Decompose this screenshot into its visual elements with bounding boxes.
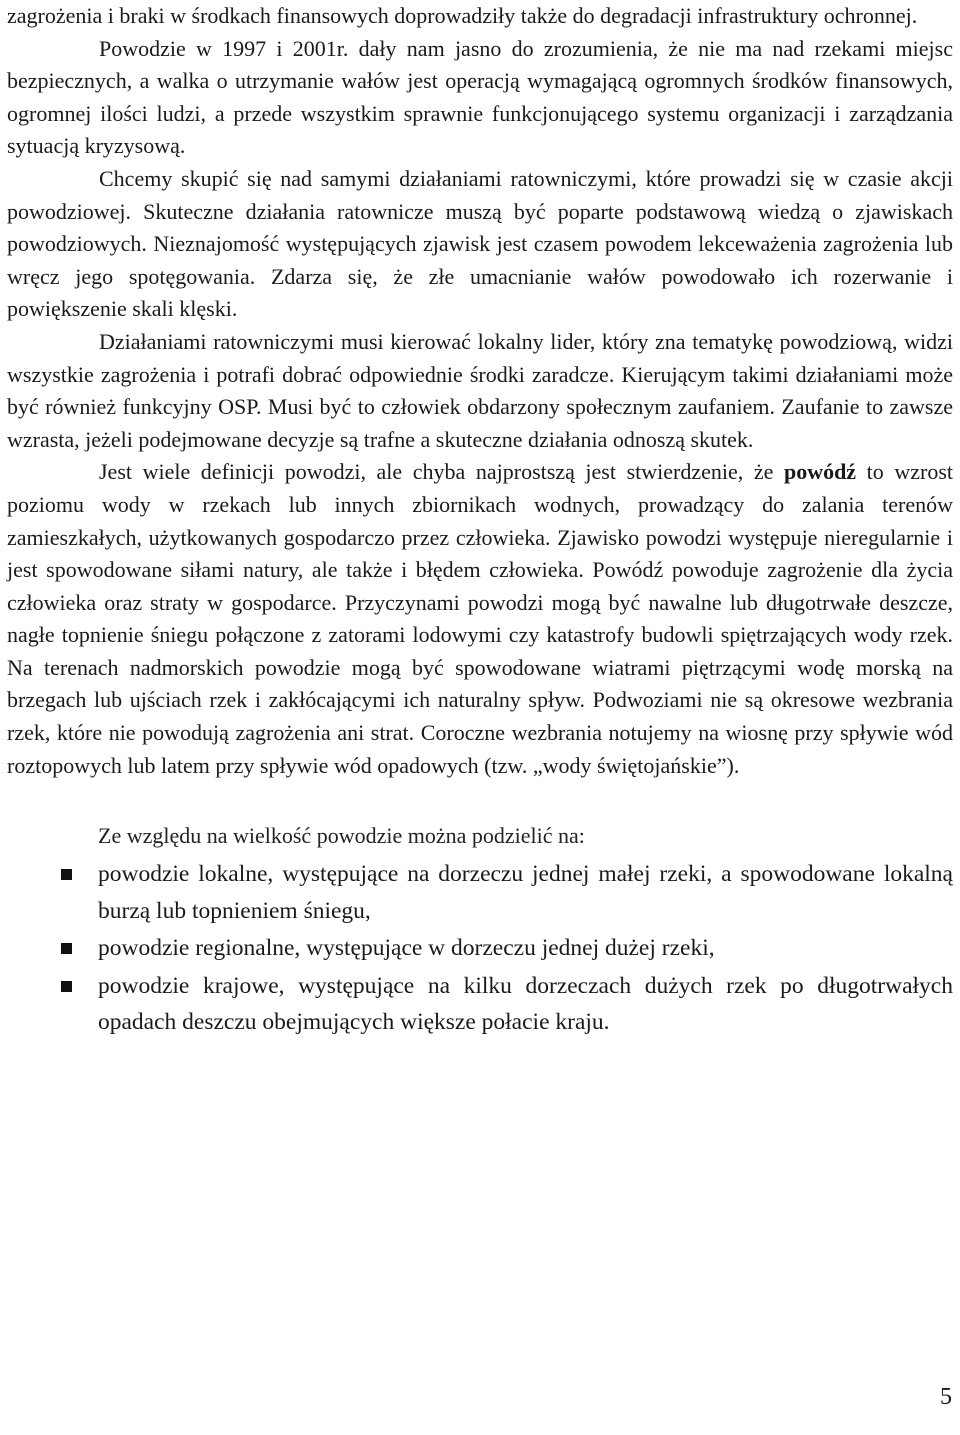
square-bullet-icon <box>61 981 72 992</box>
paragraph-continuation: zagrożenia i braki w środkach finansowych doprowadziły także do degradacji infrastruktury ochronnej. <box>7 3 918 28</box>
paragraph-local-leader: Działaniami ratowniczymi musi kierować lokalny lider, który zna tematykę powodziową, widzi wszystkie zagrożenia i potrafi dobrać odpowiednie środki zaradcze. Kierującym takimi działaniami może być również funkcyjny OSP. Musi być to człowiek obdarzony społecznym zaufaniem. Zaufanie to zawsze wzrasta, jeżeli podejmowane decyzje są trafne a skuteczne działania odnoszą skutek. <box>7 328 953 452</box>
flood-types-list <box>7 856 953 1041</box>
square-bullet-icon <box>61 943 72 954</box>
document-page <box>7 0 953 1042</box>
definition-body: to wzrost poziomu wody w rzekach lub innych zbiornikach wodnych, prowadzący do zalania terenów zamieszkałych, użytkowanych gospodarczo przez człowieka. Zjawisko powodzi występuje nieregularnie i jest spowodowane siłami natury, ale także i błędem człowieka. Powódź powoduje zagrożenie dla życia człowieka oraz straty w gospodarce. Przyczynami powodzi mogą być nawalne lub długotrwałe deszcze, nagłe topnienie śniegu połączone z zatorami lodowymi czy katastrofy budowli spiętrzających wody rzek. Na terenach nadmorskich powodzie mogą być spowodowane wiatrami piętrzącymi wodę morską na brzegach lub ujściach rzek i zakłócającymi ich naturalny spływ. Podwoziami nie są okresowe wezbrania rzek, które nie powodują zagrożenia ani strat. Coroczne wezbrania notujemy na wiosnę przy spływie wód roztopowych lub latem przy spływie wód opadowych (tzw. „wody świętojańskie”). <box>7 459 954 778</box>
page-number: 5 <box>940 1384 952 1410</box>
paragraph-rescue-actions: Chcemy skupić się nad samymi działaniami ratowniczymi, które prowadzi się w czasie akcji powodziowej. Skuteczne działania ratownicze muszą być poparte podstawową wiedzą o zjawiskach powodziowych. Nieznajomość występujących zjawisk jest czasem powodem lekceważenia zagrożenia lub wręcz jego spotęgowania. Zdarza się, że złe umacnianie wałów powodowało ich rozerwanie i powiększenie skali klęski. <box>7 165 953 322</box>
section-gap <box>7 782 953 820</box>
list-item-text: powodzie krajowe, występujące na kilku dorzeczach dużych rzek po długotrwałych opadach deszczu obejmujących większe połacie kraju. <box>98 972 953 1036</box>
list-item <box>7 856 953 929</box>
definition-lead: Jest wiele definicji powodzi, ale chyba najprostszą jest stwierdzenie, że <box>99 459 774 485</box>
paragraph-floods-1997-2001: Powodzie w 1997 i 2001r. dały nam jasno do zrozumienia, że nie ma nad rzekami miejsc bezpiecznych, a walka o utrzymanie wałów jest operacją wymagającą ogromnych środków finansowych, ogromnej ilości ludzi, a przede wszystkim sprawnie funkcjonującego systemu organizacji i zarządzania sytuacją kryzysową. <box>7 35 953 159</box>
square-bullet-icon <box>61 869 72 880</box>
paragraph-flood-definition <box>7 456 953 782</box>
list-item <box>7 968 953 1041</box>
list-item-text: powodzie regionalne, występujące w dorzeczu jednej dużej rzeki, <box>98 935 715 962</box>
definition-term: powódź <box>783 459 857 485</box>
list-intro: Ze względu na wielkość powodzie można podzielić na: <box>98 823 585 849</box>
list-item-text: powodzie lokalne, występujące na dorzeczu jednej małej rzeki, a spowodowane lokalną burzą lub topnieniem śniegu, <box>98 861 953 924</box>
list-item <box>7 930 953 967</box>
